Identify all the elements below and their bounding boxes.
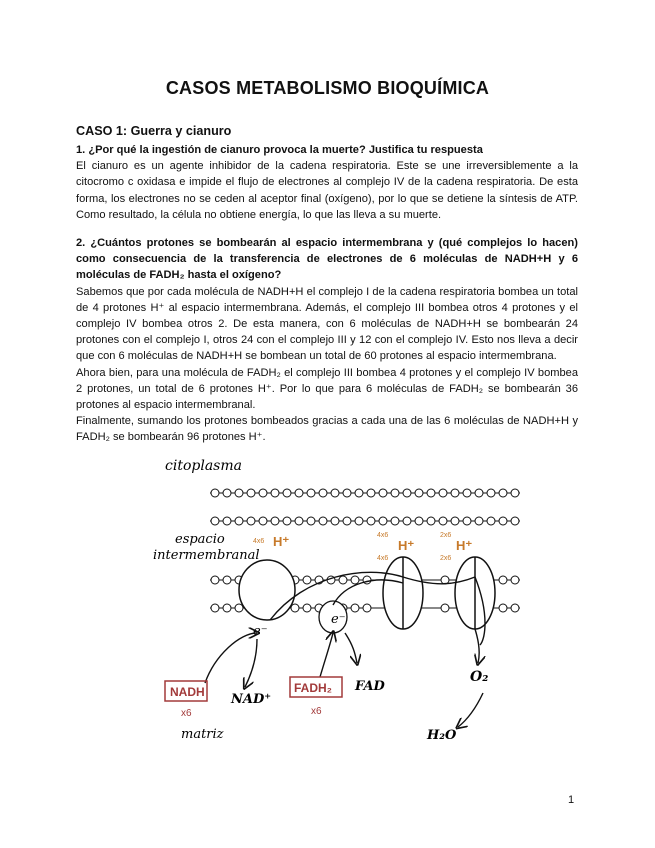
nad-plus-label: NAD⁺	[231, 692, 272, 707]
answer-2-paragraph-1: Sabemos que por cada molécula de NADH+H el complejo I de la cadena respiratoria bombea un total de 4 protones H⁺ al espacio intermembrana. Además, el complejo III bombea otros 4 protones y el complejo IV bombea otros 2. De esta manera, con 6 moléculas de NADH+H se bombearán 24 protones con el complejo I, otros 24 con el complejo III y 12 con el complejo IV. Esto nos lleva a decir que con 6 moléculas de NADH+H se bombean un total de 60 protones al espacio intermembrana.	[76, 285, 578, 363]
answer-2-paragraph-3: Finalmente, sumando los protones bombeados gracias a cada una de las 6 moléculas de NADH+H y FADH₂ se bombearán 96 protones H⁺.	[76, 415, 578, 444]
h-plus-1: H⁺	[273, 534, 290, 549]
water-label: H₂O	[427, 728, 457, 743]
question-1: 1. ¿Por qué la ingestión de cianuro provoca la muerte? Justifica tu respuesta	[76, 144, 483, 156]
h-plus-count-2b: 4x6	[377, 555, 389, 562]
matriz-label: matriz	[181, 727, 224, 742]
case1-q2-content	[76, 235, 578, 446]
h-plus-3: H⁺	[456, 538, 473, 553]
electron-2: e⁻	[331, 612, 346, 627]
fadh2-multiplier: x6	[311, 706, 322, 717]
h-plus-count-3a: 2x6	[440, 532, 452, 539]
fad-label: FAD	[355, 679, 385, 694]
outer-membrane	[210, 489, 520, 525]
electron-transport-diagram	[145, 455, 525, 755]
page-title: CASOS METABOLISMO BIOQUÍMICA	[165, 78, 490, 98]
nadh-label: NADH	[170, 685, 205, 699]
nadh-multiplier: x6	[181, 708, 192, 719]
h-plus-count-2a: 4x6	[377, 532, 389, 539]
case1-content	[76, 142, 578, 223]
oxygen-label: O₂	[470, 669, 489, 685]
h-plus-2: H⁺	[398, 538, 415, 553]
answer-2-paragraph-2: Ahora bien, para una molécula de FADH₂ el complejo III bombea 4 protones y el complejo IV bombea 2 protones, un total de 6 protones H⁺. Por lo que para 6 moléculas de FADH₂ se bombearán 36 protones al espacio intermembranal.	[76, 366, 578, 412]
page-number: 1	[568, 794, 575, 806]
case-heading: CASO 1: Guerra y cianuro	[76, 124, 232, 138]
h-plus-count-1: 4x6	[253, 538, 265, 545]
h-plus-count-3b: 2x6	[440, 555, 452, 562]
complex-i	[239, 560, 295, 620]
electron-1: e⁻	[253, 624, 268, 639]
fadh2-label: FADH₂	[294, 681, 332, 695]
espacio-label: espacio	[175, 532, 225, 547]
answer-1: El cianuro es un agente inhibidor de la cadena respiratoria. Este se une irreversiblemente a la citocromo c oxidasa e impide el flujo de electrones al complejo IV de la cadena respiratoria. De esta forma, los electrones no se ceden al aceptor final (oxígeno), por lo que se detiene la síntesis de ATP. Como resultado, la célula no obtiene energía, lo que las lleva a su muerte.	[76, 160, 578, 221]
question-2: 2. ¿Cuántos protones se bombearán al espacio intermembrana y (qué complejos lo hacen) como consecuencia de la transferencia de electrones de 6 moléculas de NADH+H y 6 moléculas de FADH₂ hasta el oxígeno?	[76, 237, 578, 282]
intermembranal-label: intermembranal	[153, 548, 260, 563]
citoplasma-label: citoplasma	[165, 458, 242, 474]
